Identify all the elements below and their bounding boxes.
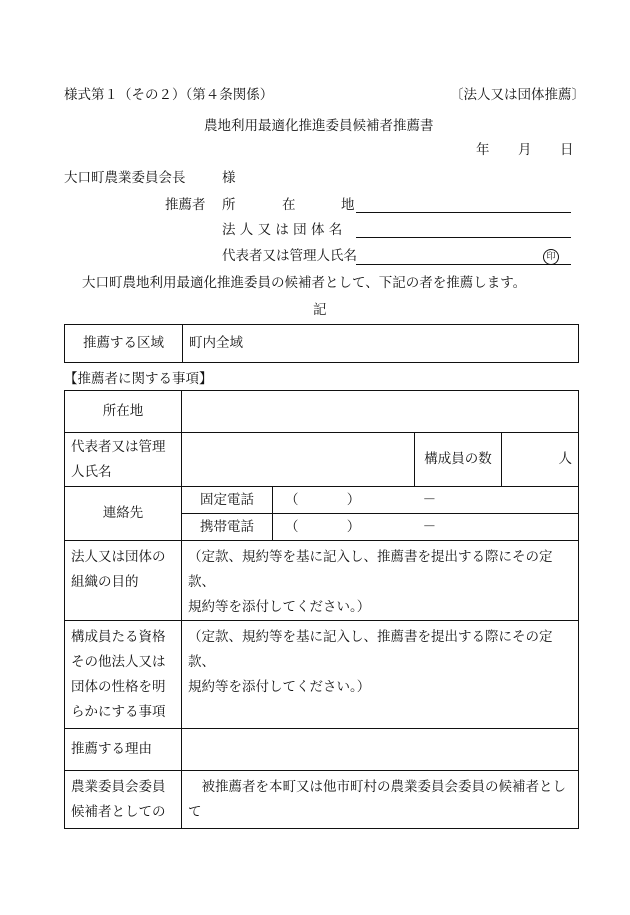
purpose-field[interactable]: （定款、規約等を基に記入し、推薦書を提出する際にその定款、 規約等を添付してください。） <box>182 541 579 621</box>
table-row <box>65 391 579 433</box>
contact-label: 連絡先 <box>65 487 182 541</box>
mobile-field[interactable] <box>273 514 579 541</box>
location-field[interactable] <box>182 391 579 433</box>
recommender-label: 推薦者 <box>165 197 206 213</box>
location-label: 所在地 <box>65 391 182 433</box>
date-month: 月 <box>518 142 532 158</box>
date-year: 年 <box>476 142 490 158</box>
landline-dash: － <box>422 491 437 508</box>
members-unit: 人 <box>558 451 572 468</box>
table-row <box>65 487 579 514</box>
area-label: 推薦する区域 <box>65 325 183 363</box>
reason-field[interactable] <box>182 729 579 771</box>
area-table <box>64 324 579 363</box>
landline-open: （ <box>285 491 299 508</box>
org-name-underline[interactable] <box>356 237 571 238</box>
committee-label: 農業委員会委員 候補者としての <box>65 771 182 829</box>
mobile-dash: － <box>422 518 437 535</box>
document-title: 農地利用最適化推進委員候補者推薦書 <box>204 118 434 134</box>
landline-close: ） <box>346 491 361 508</box>
table-row <box>65 541 579 621</box>
form-type: 〔法人又は団体推薦〕 <box>450 87 585 103</box>
addressee: 大口町農業委員会長 <box>64 170 186 186</box>
org-name-label: 法 人 又 は 団 体 名 <box>222 222 343 238</box>
mobile-close: ） <box>346 518 361 535</box>
mobile-open: （ <box>285 518 299 535</box>
recommender-table <box>64 390 579 829</box>
seal-mark: 印 <box>543 249 559 265</box>
purpose-label: 法人又は団体の 組織の目的 <box>65 541 182 621</box>
address-underline[interactable] <box>356 212 571 213</box>
rep-name-label: 代表者又は管理人氏名 <box>222 248 357 264</box>
qualification-label: 構成員たる資格 その他法人又は 団体の性格を明 らかにする事項 <box>65 621 182 729</box>
rep-name-underline[interactable] <box>356 264 571 265</box>
form-number: 様式第１（その２）（第４条関係） <box>64 87 274 103</box>
rep-label: 代表者又は管理 人氏名 <box>65 433 182 487</box>
reason-label: 推薦する理由 <box>65 729 182 771</box>
section-title: 【推薦者に関する事項】 <box>64 371 213 387</box>
address-label-1: 所 <box>222 197 236 213</box>
date-day: 日 <box>560 142 574 158</box>
table-row <box>65 621 579 729</box>
table-row <box>65 771 579 829</box>
members-label: 構成員の数 <box>415 433 502 487</box>
table-row <box>65 729 579 771</box>
table-row <box>65 433 579 487</box>
members-field[interactable] <box>502 433 579 487</box>
committee-field[interactable]: 被推薦者を本町又は他市町村の農業委員会委員の候補者とし て <box>182 771 579 829</box>
honorific: 様 <box>222 170 236 186</box>
landline-field[interactable] <box>273 487 579 514</box>
address-label-2: 在 <box>282 197 296 213</box>
qualification-field[interactable]: （定款、規約等を基に記入し、推薦書を提出する際にその定款、 規約等を添付してください。） <box>182 621 579 729</box>
ki-label: 記 <box>313 302 327 318</box>
area-value[interactable]: 町内全域 <box>183 325 579 363</box>
statement: 大口町農地利用最適化推進委員の候補者として、下記の者を推薦します。 <box>82 275 527 291</box>
mobile-label: 携帯電話 <box>182 514 273 541</box>
address-label-3: 地 <box>341 197 355 213</box>
landline-label: 固定電話 <box>182 487 273 514</box>
rep-field[interactable] <box>182 433 415 487</box>
